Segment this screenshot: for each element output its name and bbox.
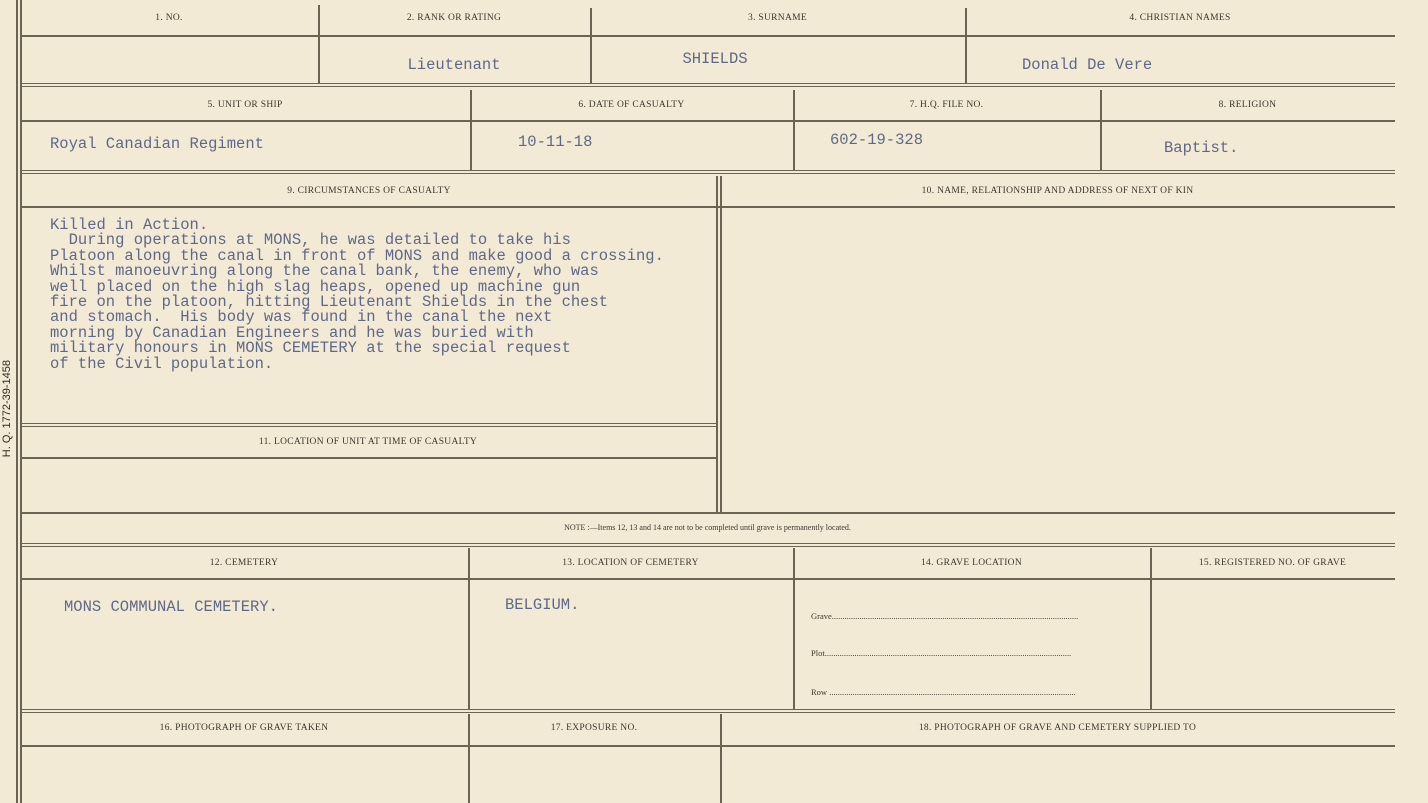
row-label: Row bbox=[811, 687, 828, 697]
label-surname: 3. SURNAME bbox=[748, 13, 807, 23]
label-location-unit: 11. LOCATION OF UNIT AT TIME OF CASUALTY bbox=[258, 437, 478, 447]
divider bbox=[20, 83, 1395, 87]
label-photo-taken: 16. PHOTOGRAPH OF GRAVE TAKEN bbox=[159, 723, 329, 733]
divider bbox=[20, 170, 1395, 174]
divider bbox=[1150, 548, 1152, 710]
grave-line: Grave.................................................................................................................... bbox=[811, 611, 1079, 621]
value-rank: Lieutenant bbox=[407, 56, 501, 74]
value-religion: Baptist. bbox=[1164, 139, 1239, 157]
divider bbox=[590, 8, 592, 83]
label-next-of-kin: 10. NAME, RELATIONSHIP AND ADDRESS OF NEXT OF KIN bbox=[921, 186, 1194, 196]
divider bbox=[468, 714, 470, 803]
divider bbox=[720, 176, 722, 512]
label-cemetery-location: 13. LOCATION OF CEMETERY bbox=[562, 558, 699, 568]
label-date: 6. DATE OF CASUALTY bbox=[578, 100, 685, 110]
divider bbox=[20, 512, 1395, 514]
divider bbox=[20, 206, 1395, 208]
value-date: 10-11-18 bbox=[518, 133, 593, 151]
margin-reference: H. Q. 1772-39-1458 bbox=[1, 360, 13, 458]
divider bbox=[20, 543, 1395, 547]
label-cemetery: 12. CEMETERY bbox=[209, 558, 279, 568]
divider bbox=[716, 176, 718, 512]
divider bbox=[20, 35, 1395, 37]
label-rank: 2. RANK OR RATING bbox=[406, 13, 502, 23]
label-file: 7. H.Q. FILE NO. bbox=[909, 100, 984, 110]
value-cemetery: MONS COMMUNAL CEMETERY. bbox=[64, 598, 278, 616]
divider bbox=[1100, 90, 1102, 170]
label-christian: 4. CHRISTIAN NAMES bbox=[1129, 13, 1231, 23]
divider bbox=[20, 423, 716, 427]
divider bbox=[20, 120, 1395, 122]
divider bbox=[470, 90, 472, 170]
value-file: 602-19-328 bbox=[830, 131, 924, 149]
divider bbox=[468, 548, 470, 710]
value-circumstances: Killed in Action. During operations at MONS, he was detailed to take his Platoon along the canal in front of MONS and make good a crossing. Whilst manoeuvring along the canal bank, the enemy, who was well placed on the high slag heaps, opened up machine gun fire on the platoon, hitting Lieutenant Shields in the chest and stomach. His body was found in the canal the next morning by Canadian Engineers and he was buried with military honours in MONS CEMETERY at the special request of the Civil population. bbox=[50, 216, 664, 373]
label-religion: 8. RELIGION bbox=[1218, 100, 1277, 110]
divider bbox=[720, 714, 722, 803]
label-registered: 15. REGISTERED NO. OF GRAVE bbox=[1198, 558, 1347, 568]
grave-label: Grave bbox=[811, 611, 832, 621]
note: NOTE :—Items 12, 13 and 14 are not to be completed until grave is permanently located. bbox=[564, 523, 851, 532]
divider bbox=[965, 8, 967, 83]
divider bbox=[20, 745, 1395, 747]
divider bbox=[20, 578, 1395, 580]
divider bbox=[20, 457, 716, 459]
divider bbox=[793, 548, 795, 710]
label-unit: 5. UNIT OR SHIP bbox=[207, 100, 283, 110]
value-unit: Royal Canadian Regiment bbox=[50, 135, 264, 153]
label-grave-location: 14. GRAVE LOCATION bbox=[920, 558, 1023, 568]
plot-line: Plot.................................................................................................................... bbox=[811, 648, 1072, 658]
plot-label: Plot bbox=[811, 648, 825, 658]
value-surname: SHIELDS bbox=[682, 50, 748, 68]
label-no: 1. NO. bbox=[155, 13, 183, 23]
divider bbox=[20, 709, 1395, 713]
label-exposure: 17. EXPOSURE NO. bbox=[550, 723, 638, 733]
value-cemetery-location: BELGIUM. bbox=[505, 596, 580, 614]
label-circumstances: 9. CIRCUMSTANCES OF CASUALTY bbox=[287, 186, 451, 196]
value-christian: Donald De Vere bbox=[1022, 56, 1153, 74]
row-line: Row .................................................................................................................... bbox=[811, 687, 1076, 697]
left-border-outer bbox=[16, 0, 18, 803]
label-photo-supplied: 18. PHOTOGRAPH OF GRAVE AND CEMETERY SUPPLIED TO bbox=[918, 723, 1197, 733]
divider bbox=[793, 90, 795, 170]
